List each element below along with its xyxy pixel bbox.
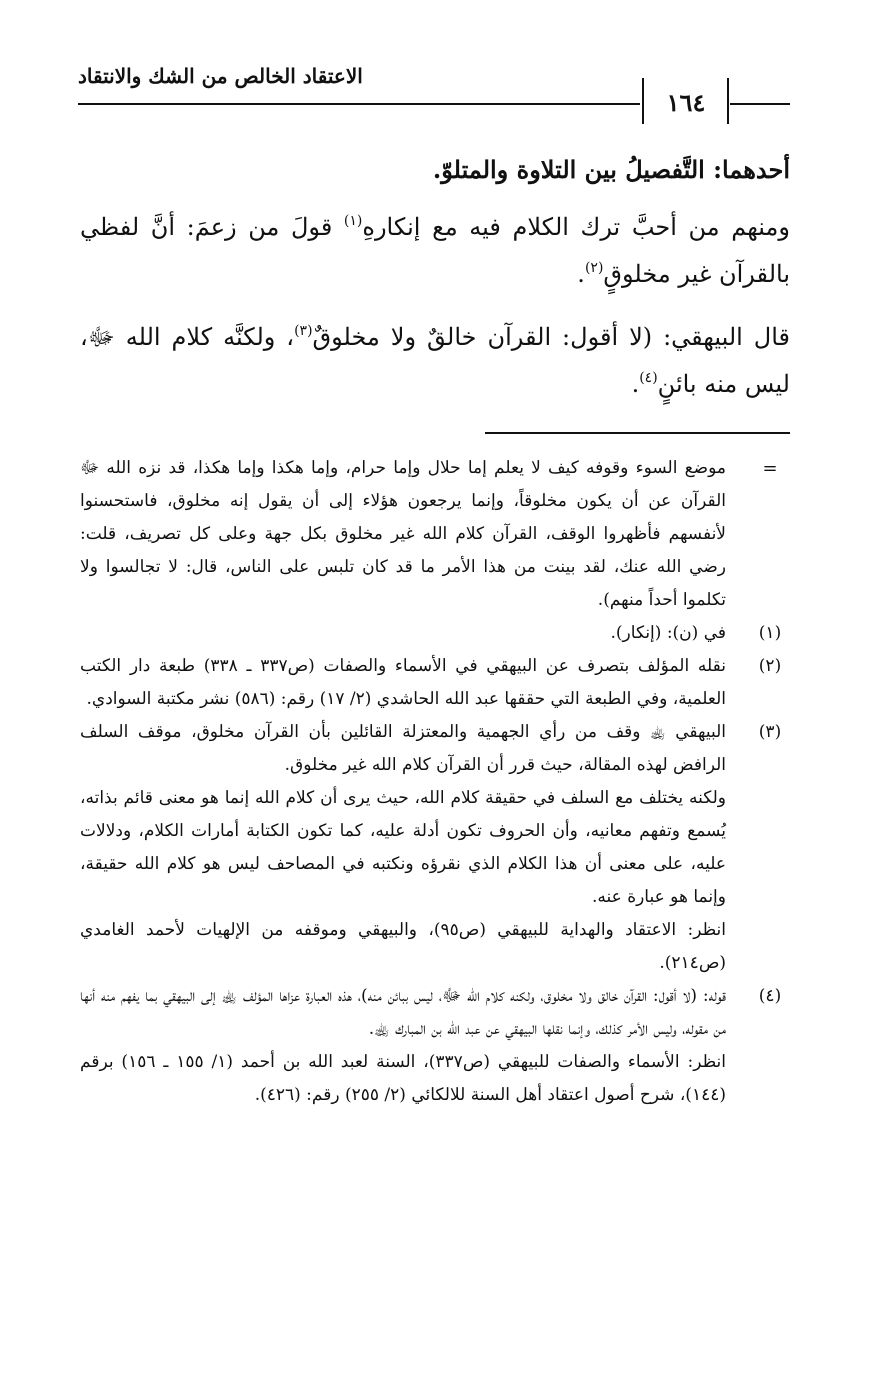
footnote-text: في (ن): (إنكار). bbox=[610, 623, 726, 643]
footnote-ref-2[interactable]: (٢) bbox=[584, 260, 604, 276]
page-number: ١٦٤ bbox=[666, 88, 706, 117]
paragraph-text: : التَّفصيلُ بين التلاوة والمتلوّ. bbox=[432, 155, 723, 184]
paragraph-text: قال البيهقي: (لا أقول: القرآن خالقٌ ولا مخلوقٌ bbox=[312, 323, 791, 351]
footnote-text: قوله: (لا أقول: القرآن خالق ولا مخلوق، ولكنه كلام الله ﷻ، ليس ببائن منه)، هذه العبارة عزاها المؤلف ﵀ إلى البيهقي بما يفهم منه أنها من مقوله، وليس الأمر كذلك، وإنما نقلها البيهقي عن عبد الله بن المبارك ﵀. bbox=[80, 986, 726, 1039]
footnote-1 bbox=[80, 617, 790, 650]
paragraph-text: . bbox=[631, 370, 640, 398]
footnote-text: انظر: الاعتقاد والهداية للبيهقي (ص٩٥)، والبيهقي وموقفه من الإلهيات لأحمد الغامدي (ص٢١٤). bbox=[80, 920, 727, 973]
header-divider-left bbox=[642, 78, 644, 124]
footnote-2 bbox=[80, 650, 790, 716]
footnote-text: موضع السوء وقوفه كيف لا يعلم إما حلال وإما حرام، وإما هكذا وإما هكذا، قد نزه الله ﷻ القرآن عن أن يكون مخلوقاً، وإنما يرجعون هؤلاء إلى أن يقول إنه مخلوق، فاستحسنوا لأنفسهم فأظهروا الوقف، القرآن كلام الله غير مخلوق بكل جهة وعلى كل تصريف، قلت: رضي الله عنك، لقد بينت من هذا الأمر ما قد كان تلبس على الناس، قال: لا تجالسوا ولا تكلموا أحداً منهم). bbox=[80, 458, 726, 610]
footnote-ref-3[interactable]: (٣) bbox=[294, 323, 313, 339]
footnote-number: (٢) bbox=[758, 656, 782, 676]
header-rule-right bbox=[730, 103, 790, 105]
body-paragraph-1 bbox=[80, 146, 790, 194]
footnote-number: (٣) bbox=[758, 722, 782, 742]
paragraph-lead: أحدهما bbox=[722, 155, 790, 184]
footnote-separator bbox=[485, 432, 790, 434]
footnote-continuation bbox=[80, 452, 790, 617]
footnote-ref-1[interactable]: (١) bbox=[343, 213, 363, 229]
footnote-marker: = bbox=[762, 458, 778, 479]
footnote-text: البيهقي ﵀ وقف من رأي الجهمية والمعتزلة القائلين بأن القرآن مخلوق، موقف السلف الرافض لهذه المقالة، حيث قرر أن القرآن كلام الله غير مخلوق. bbox=[80, 722, 726, 775]
running-header-title: الاعتقاد الخالص من الشك والانتقاد bbox=[78, 64, 363, 88]
footnote-text: ولكنه يختلف مع السلف في حقيقة كلام الله، حيث يرى أن كلام الله إنما هو معنى قائم بذاته، يُسمع وتفهم معانيه، وأن الحروف تكون أدلة عليه، كما تكون الكتابة أمارات الكلام، ودلالات عليه، على معنى أن هذا الكلام الذي نقرؤه ونكتبه في المصاحف ليس هو كلام الله حقيقة، وإنما هو عبارة عنه. bbox=[80, 788, 726, 907]
header-divider-right bbox=[727, 78, 729, 124]
footnote-number: (٤) bbox=[758, 986, 782, 1006]
paragraph-text: ومنهم من أحبَّ ترك الكلام فيه مع إنكارهِ bbox=[362, 213, 790, 241]
footnotes bbox=[80, 452, 790, 1112]
header-rule-left bbox=[78, 103, 640, 105]
footnote-4 bbox=[80, 980, 790, 1112]
paragraph-text: قولَ من زعمَ: أنَّ لفظي بالقرآن غير مخلوقٍ bbox=[80, 213, 790, 288]
body-paragraph-2 bbox=[80, 204, 790, 298]
footnote-text: نقله المؤلف بتصرف عن البيهقي في الأسماء والصفات (ص٣٣٧ ـ ٣٣٨) طبعة دار الكتب العلمية، وفي الطبعة التي حققها عبد الله الحاشدي (٢/ ١٧) رقم: (٥٨٦) نشر مكتبة السوادي. bbox=[80, 656, 726, 709]
footnote-number: (١) bbox=[758, 623, 782, 643]
paragraph-text: . bbox=[577, 260, 585, 288]
body-paragraph-3 bbox=[80, 314, 790, 408]
footnote-text: انظر: الأسماء والصفات للبيهقي (ص٣٣٧)، السنة لعبد الله بن أحمد (١/ ١٥٥ ـ ١٥٦) برقم (١٤٤)، شرح أصول اعتقاد أهل السنة للالكائي (٢/ ٢٥٥) رقم: (٤٢٦). bbox=[80, 1052, 726, 1105]
footnote-3 bbox=[80, 716, 790, 980]
main-text bbox=[80, 146, 790, 408]
footnote-ref-4[interactable]: (٤) bbox=[639, 370, 658, 386]
paragraph-text: ، ولكنَّه كلام الله ﷻ، ليس منه بائنٍ bbox=[80, 323, 790, 398]
